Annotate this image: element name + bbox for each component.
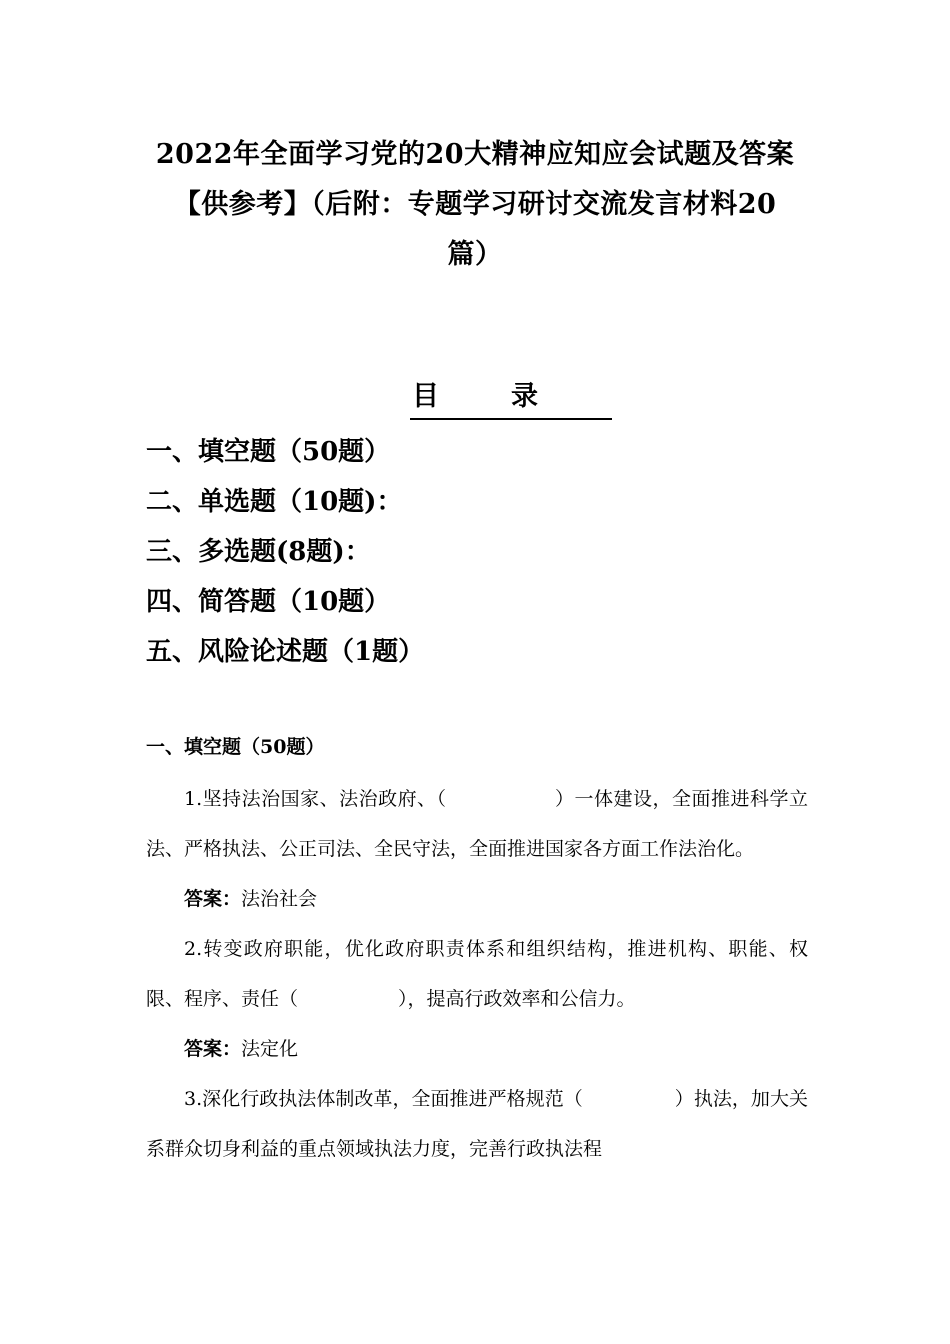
question-3-after: ）执法，加大关系群众切身利益的重点领域执法力度，完善行政执法程 (146, 1088, 808, 1160)
toc-item-risk-essay: 五、风险论述题（1题） (146, 637, 425, 667)
section-heading-fill-blank: 一、填空题（50题） (146, 736, 325, 758)
question-1 (146, 774, 808, 874)
answer-1-text: 法治社会 (241, 888, 318, 910)
answer-2-label: 答案： (184, 1038, 242, 1060)
toc-item-multiple-choice: 三、多选题(8题)： (146, 537, 371, 567)
toc-item-single-choice: 二、单选题（10题)： (146, 487, 403, 517)
title-line-3: 篇） (447, 239, 503, 270)
title-line-2: 【供参考】（后附：专题学习研讨交流发言材料20 (173, 189, 777, 220)
answer-2 (146, 1024, 808, 1074)
toc-heading: 目录 (410, 378, 612, 420)
document-title (120, 130, 830, 280)
question-list (146, 774, 808, 1174)
question-3 (146, 1074, 808, 1174)
answer-1-label: 答案： (184, 888, 242, 910)
question-1-before: 1.坚持法治国家、法治政府、（ (184, 788, 447, 810)
toc-item-short-answer: 四、简答题（10题） (146, 587, 391, 617)
table-of-contents (146, 428, 424, 678)
question-1-after: ）一体建设，全面推进科学立法、严格执法、公正司法、全民守法，全面推进国家各方面工作法治化。 (146, 788, 808, 860)
answer-2-text: 法定化 (241, 1038, 299, 1060)
question-2 (146, 924, 808, 1024)
question-2-before: 2.转变政府职能，优化政府职责体系和组织结构，推进机构、职能、权限、程序、责任（ (146, 938, 808, 1010)
question-3-before: 3.深化行政执法体制改革，全面推进严格规范（ (184, 1088, 583, 1110)
question-2-after: ），提高行政效率和公信力。 (398, 988, 636, 1010)
toc-heading-wrap (0, 378, 950, 420)
title-line-1: 2022年全面学习党的20大精神应知应会试题及答案 (155, 139, 795, 170)
answer-1 (146, 874, 808, 924)
toc-item-fill-blank: 一、填空题（50题） (146, 437, 391, 467)
